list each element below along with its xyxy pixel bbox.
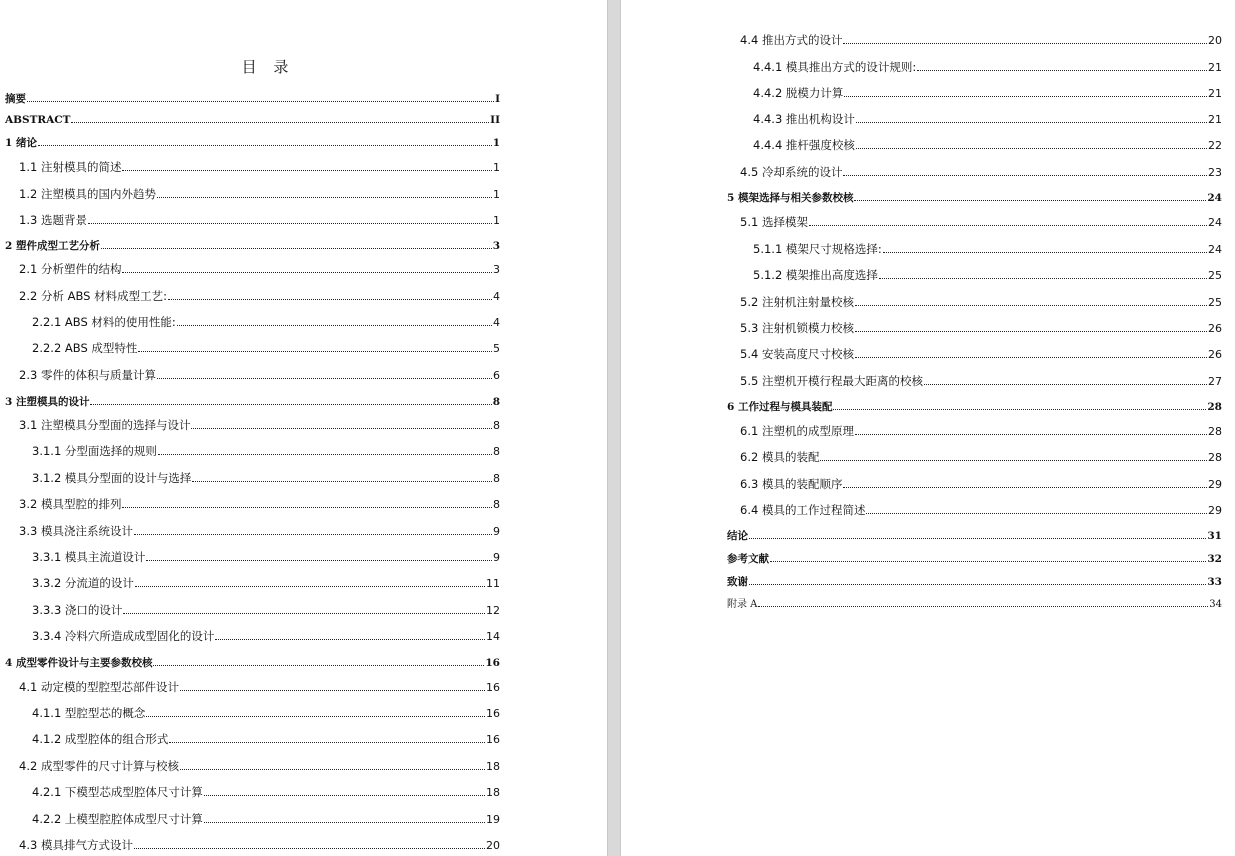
dot-leader — [153, 665, 484, 666]
document-page-left — [0, 0, 607, 856]
dot-leader — [866, 513, 1207, 514]
toc-entry-page-number: 28 — [1208, 451, 1222, 464]
toc-entry[interactable] — [740, 294, 1222, 310]
toc-entry-page-number: 24 — [1208, 243, 1222, 256]
toc-entry[interactable] — [19, 837, 500, 853]
toc-entry-title: 1.3 选题背景 — [19, 213, 87, 227]
toc-entry-title: 4.4 推出方式的设计 — [740, 33, 843, 47]
toc-entry-page-number: 16 — [486, 733, 500, 746]
toc-entry-title: 4.1 动定模的型腔型芯部件设计 — [19, 680, 179, 694]
toc-entry-page-number: 21 — [1208, 87, 1222, 100]
dot-leader — [856, 122, 1207, 123]
toc-entry-page-number: 9 — [493, 551, 500, 564]
toc-entry-page-number: 14 — [486, 630, 500, 643]
toc-entry-page-number: 25 — [1208, 296, 1222, 309]
toc-entry-page-number: 19 — [486, 813, 500, 826]
dot-leader — [134, 534, 492, 535]
toc-entry-page-number: 26 — [1208, 322, 1222, 335]
toc-entry-title: 6.1 注塑机的成型原理 — [740, 424, 854, 438]
toc-entry-title: 6.4 模具的工作过程简述 — [740, 503, 866, 517]
dot-leader — [192, 481, 492, 482]
toc-entry-title: 6.3 模具的装配顺序 — [740, 477, 843, 491]
toc-entry-page-number: 18 — [486, 786, 500, 799]
toc-entry-title: 2.2.2 ABS 成型特性 — [32, 341, 138, 355]
toc-entry-page-number: 1 — [493, 161, 500, 174]
toc-entry-title: 1.2 注塑模具的国内外趋势 — [19, 187, 156, 201]
toc-entry[interactable] — [5, 91, 500, 107]
dot-leader — [88, 223, 492, 224]
dot-leader — [180, 690, 485, 691]
toc-entry-title: 摘要 — [5, 93, 26, 105]
toc-entry[interactable] — [740, 214, 1222, 230]
toc-entry-title: 1 绪论 — [5, 137, 37, 149]
toc-entry-title: 2.1 分析塑件的结构 — [19, 262, 122, 276]
toc-entry-page-number: 33 — [1207, 576, 1222, 588]
toc-entry[interactable] — [5, 655, 500, 671]
toc-entry-title: 2 塑件成型工艺分析 — [5, 240, 100, 252]
dot-leader — [924, 384, 1207, 385]
dot-leader — [844, 96, 1207, 97]
dot-leader — [122, 507, 492, 508]
dot-leader — [855, 434, 1207, 435]
toc-title: 目 录 — [241, 58, 295, 76]
toc-entry-title: 附录 A — [727, 599, 758, 610]
page-gap — [607, 0, 621, 856]
toc-entry-page-number: 28 — [1208, 425, 1222, 438]
toc-entry-title: 2.3 零件的体积与质量计算 — [19, 368, 156, 382]
toc-entry[interactable] — [32, 628, 500, 644]
toc-entry-title: 3.3.2 分流道的设计 — [32, 576, 134, 590]
toc-entry[interactable] — [727, 528, 1222, 544]
dot-leader — [180, 769, 485, 770]
toc-entry[interactable] — [19, 367, 500, 383]
toc-entry[interactable] — [19, 758, 500, 774]
toc-entry[interactable] — [19, 212, 500, 228]
toc-entry-title: 3.3.1 模具主流道设计 — [32, 550, 146, 564]
dot-leader — [168, 299, 492, 300]
toc-entry[interactable] — [5, 112, 500, 128]
toc-entry[interactable] — [753, 111, 1222, 127]
toc-entry-page-number: 16 — [486, 681, 500, 694]
toc-entry-title: 5 模架选择与相关参数校核 — [727, 192, 854, 204]
toc-entry-title: 4.5 冷却系统的设计 — [740, 165, 843, 179]
toc-entry[interactable] — [740, 373, 1222, 389]
toc-entry-page-number: 1 — [493, 214, 500, 227]
toc-entry[interactable] — [740, 164, 1222, 180]
toc-entry-title: 5.1 选择模架 — [740, 215, 808, 229]
toc-entry-title: 2.2 分析 ABS 材料成型工艺: — [19, 289, 167, 303]
toc-entry-page-number: 11 — [486, 577, 500, 590]
toc-entry-page-number: 16 — [485, 657, 500, 669]
toc-entry[interactable] — [32, 731, 500, 747]
dot-leader — [749, 584, 1206, 585]
dot-leader — [146, 560, 492, 561]
toc-entry-page-number: 23 — [1208, 166, 1222, 179]
toc-entry[interactable] — [19, 186, 500, 202]
toc-entry-page-number: 27 — [1208, 375, 1222, 388]
toc-entry-title: 5.2 注射机注射量校核 — [740, 295, 854, 309]
toc-entry-page-number: 12 — [486, 604, 500, 617]
dot-leader — [191, 428, 492, 429]
toc-entry-page-number: 34 — [1209, 599, 1222, 610]
toc-entry[interactable] — [32, 705, 500, 721]
toc-entry-page-number: 8 — [493, 498, 500, 511]
dot-leader — [820, 460, 1207, 461]
toc-entry[interactable] — [740, 476, 1222, 492]
toc-entry-page-number: 20 — [486, 839, 500, 852]
dot-leader — [177, 325, 492, 326]
toc-entry-page-number: 28 — [1207, 401, 1222, 413]
toc-entry-title: 4.4.2 脱模力计算 — [753, 86, 844, 100]
toc-entry-page-number: 18 — [486, 760, 500, 773]
dot-leader — [101, 248, 492, 249]
toc-entry[interactable] — [19, 679, 500, 695]
toc-entry[interactable] — [727, 597, 1222, 613]
toc-entry-title: 参考文献 — [727, 553, 769, 565]
dot-leader — [123, 613, 485, 614]
toc-entry[interactable] — [32, 784, 500, 800]
toc-entry[interactable] — [753, 241, 1222, 257]
dot-leader — [855, 357, 1207, 358]
toc-entry-title: 3.3.4 冷料穴所造成成型固化的设计 — [32, 629, 215, 643]
toc-entry-page-number: 1 — [493, 188, 500, 201]
dot-leader — [135, 586, 485, 587]
dot-leader — [157, 378, 492, 379]
toc-entry[interactable] — [5, 135, 500, 151]
dot-leader — [38, 145, 492, 146]
toc-entry[interactable] — [740, 449, 1222, 465]
toc-entry[interactable] — [740, 346, 1222, 362]
dot-leader — [833, 409, 1206, 410]
toc-entry[interactable] — [19, 523, 500, 539]
toc-entry-title: 3.3 模具浇注系统设计 — [19, 524, 133, 538]
toc-entry-page-number: 4 — [493, 290, 500, 303]
toc-entry-title: 5.5 注塑机开模行程最大距离的校核 — [740, 374, 923, 388]
toc-entry[interactable] — [727, 190, 1222, 206]
dot-leader — [843, 487, 1207, 488]
toc-entry-title: 4.3 模具排气方式设计 — [19, 838, 133, 852]
dot-leader — [122, 272, 492, 273]
toc-entry-title: 1.1 注射模具的简述 — [19, 160, 122, 174]
toc-entry-page-number: I — [495, 93, 500, 105]
toc-entry[interactable] — [32, 811, 500, 827]
toc-entry-page-number: 26 — [1208, 348, 1222, 361]
dot-leader — [169, 742, 485, 743]
toc-entry[interactable] — [32, 443, 500, 459]
dot-leader — [204, 822, 485, 823]
dot-leader — [855, 305, 1207, 306]
toc-entry-page-number: II — [490, 114, 500, 126]
toc-entry[interactable] — [740, 32, 1222, 48]
dot-leader — [770, 561, 1206, 562]
toc-entry-title: 4.4.3 推出机构设计 — [753, 112, 855, 126]
toc-entry-title: 4.2 成型零件的尺寸计算与校核 — [19, 759, 179, 773]
toc-entry[interactable] — [19, 496, 500, 512]
toc-entry[interactable] — [5, 394, 500, 410]
dot-leader — [854, 200, 1206, 201]
toc-entry[interactable] — [5, 238, 500, 254]
toc-entry-page-number: 24 — [1208, 216, 1222, 229]
dot-leader — [146, 716, 485, 717]
toc-entry-title: 2.2.1 ABS 材料的使用性能: — [32, 315, 176, 329]
dot-leader — [855, 331, 1207, 332]
toc-entry[interactable] — [753, 85, 1222, 101]
toc-entry-title: 4.4.1 模具推出方式的设计规则: — [753, 60, 917, 74]
toc-entry-title: 4.1.1 型腔型芯的概念 — [32, 706, 146, 720]
toc-entry-title: 致谢 — [727, 576, 748, 588]
toc-entry-title: 6.2 模具的装配 — [740, 450, 820, 464]
toc-entry-title: ABSTRACT — [5, 114, 71, 126]
toc-entry[interactable] — [727, 399, 1222, 415]
toc-entry-title: 3.1.1 分型面选择的规则 — [32, 444, 157, 458]
toc-entry-page-number: 3 — [493, 263, 500, 276]
toc-entry[interactable] — [740, 502, 1222, 518]
dot-leader — [71, 122, 489, 123]
toc-entry-title: 4.1.2 成型腔体的组合形式 — [32, 732, 169, 746]
dot-leader — [157, 197, 492, 198]
toc-entry-title: 5.1.1 模架尺寸规格选择: — [753, 242, 882, 256]
toc-entry[interactable] — [32, 314, 500, 330]
toc-entry-page-number: 1 — [492, 137, 500, 149]
toc-entry-title: 3.1.2 模具分型面的设计与选择 — [32, 471, 192, 485]
toc-entry[interactable] — [19, 159, 500, 175]
toc-entry-page-number: 29 — [1208, 504, 1222, 517]
toc-entry[interactable] — [19, 261, 500, 277]
toc-entry-title: 5.1.2 模架推出高度选择 — [753, 268, 878, 282]
toc-entry-page-number: 8 — [493, 419, 500, 432]
toc-entry[interactable] — [753, 137, 1222, 153]
toc-entry-title: 5.3 注射机锁模力校核 — [740, 321, 854, 335]
toc-entry[interactable] — [32, 602, 500, 618]
toc-entry[interactable] — [32, 575, 500, 591]
toc-entry-page-number: 24 — [1207, 192, 1222, 204]
toc-entry[interactable] — [727, 574, 1222, 590]
toc-entry[interactable] — [32, 340, 500, 356]
dot-leader — [27, 101, 494, 102]
toc-entry-title: 3 注塑模具的设计 — [5, 396, 90, 408]
dot-leader — [856, 148, 1207, 149]
toc-entry-page-number: 5 — [493, 342, 500, 355]
dot-leader — [758, 606, 1208, 607]
dot-leader — [90, 404, 491, 405]
toc-entry-page-number: 4 — [493, 316, 500, 329]
toc-entry-page-number: 22 — [1208, 139, 1222, 152]
toc-entry[interactable] — [32, 549, 500, 565]
dot-leader — [158, 454, 492, 455]
toc-entry-title: 4.2.2 上模型腔腔体成型尺寸计算 — [32, 812, 203, 826]
dot-leader — [883, 252, 1207, 253]
toc-entry-page-number: 6 — [493, 369, 500, 382]
toc-entry-title: 4.2.1 下模型芯成型腔体尺寸计算 — [32, 785, 203, 799]
toc-entry-page-number: 16 — [486, 707, 500, 720]
dot-leader — [749, 538, 1206, 539]
toc-entry-page-number: 8 — [493, 445, 500, 458]
toc-entry-page-number: 21 — [1208, 113, 1222, 126]
toc-entry[interactable] — [753, 267, 1222, 283]
dot-leader — [215, 639, 485, 640]
toc-entry[interactable] — [19, 417, 500, 433]
toc-entry-title: 5.4 安装高度尺寸校核 — [740, 347, 854, 361]
toc-entry-page-number: 8 — [493, 472, 500, 485]
document-page-right — [621, 0, 1235, 856]
toc-entry-page-number: 32 — [1207, 553, 1222, 565]
toc-entry-title: 4.4.4 推杆强度校核 — [753, 138, 855, 152]
dot-leader — [122, 170, 492, 171]
toc-entry[interactable] — [740, 320, 1222, 336]
toc-entry-title: 3.3.3 浇口的设计 — [32, 603, 123, 617]
toc-entry-page-number: 31 — [1207, 530, 1222, 542]
toc-entry-title: 结论 — [727, 530, 748, 542]
toc-entry-page-number: 9 — [493, 525, 500, 538]
toc-entry[interactable] — [19, 288, 500, 304]
dot-leader — [809, 225, 1207, 226]
toc-entry-page-number: 8 — [492, 396, 500, 408]
dot-leader — [204, 795, 485, 796]
dot-leader — [879, 278, 1207, 279]
toc-entry[interactable] — [740, 423, 1222, 439]
toc-entry-title: 3.1 注塑模具分型面的选择与设计 — [19, 418, 191, 432]
toc-entry[interactable] — [727, 551, 1222, 567]
toc-entry-title: 4 成型零件设计与主要参数校核 — [5, 657, 153, 669]
toc-entry-page-number: 25 — [1208, 269, 1222, 282]
dot-leader — [843, 175, 1207, 176]
dot-leader — [138, 351, 492, 352]
toc-entry-page-number: 21 — [1208, 61, 1222, 74]
toc-entry-page-number: 3 — [492, 240, 500, 252]
toc-entry-page-number: 20 — [1208, 34, 1222, 47]
toc-entry[interactable] — [32, 470, 500, 486]
toc-entry[interactable] — [753, 59, 1222, 75]
dot-leader — [134, 848, 485, 849]
toc-entry-title: 6 工作过程与模具装配 — [727, 401, 833, 413]
dot-leader — [843, 43, 1207, 44]
dot-leader — [917, 70, 1207, 71]
toc-entry-title: 3.2 模具型腔的排列 — [19, 497, 122, 511]
toc-entry-page-number: 29 — [1208, 478, 1222, 491]
